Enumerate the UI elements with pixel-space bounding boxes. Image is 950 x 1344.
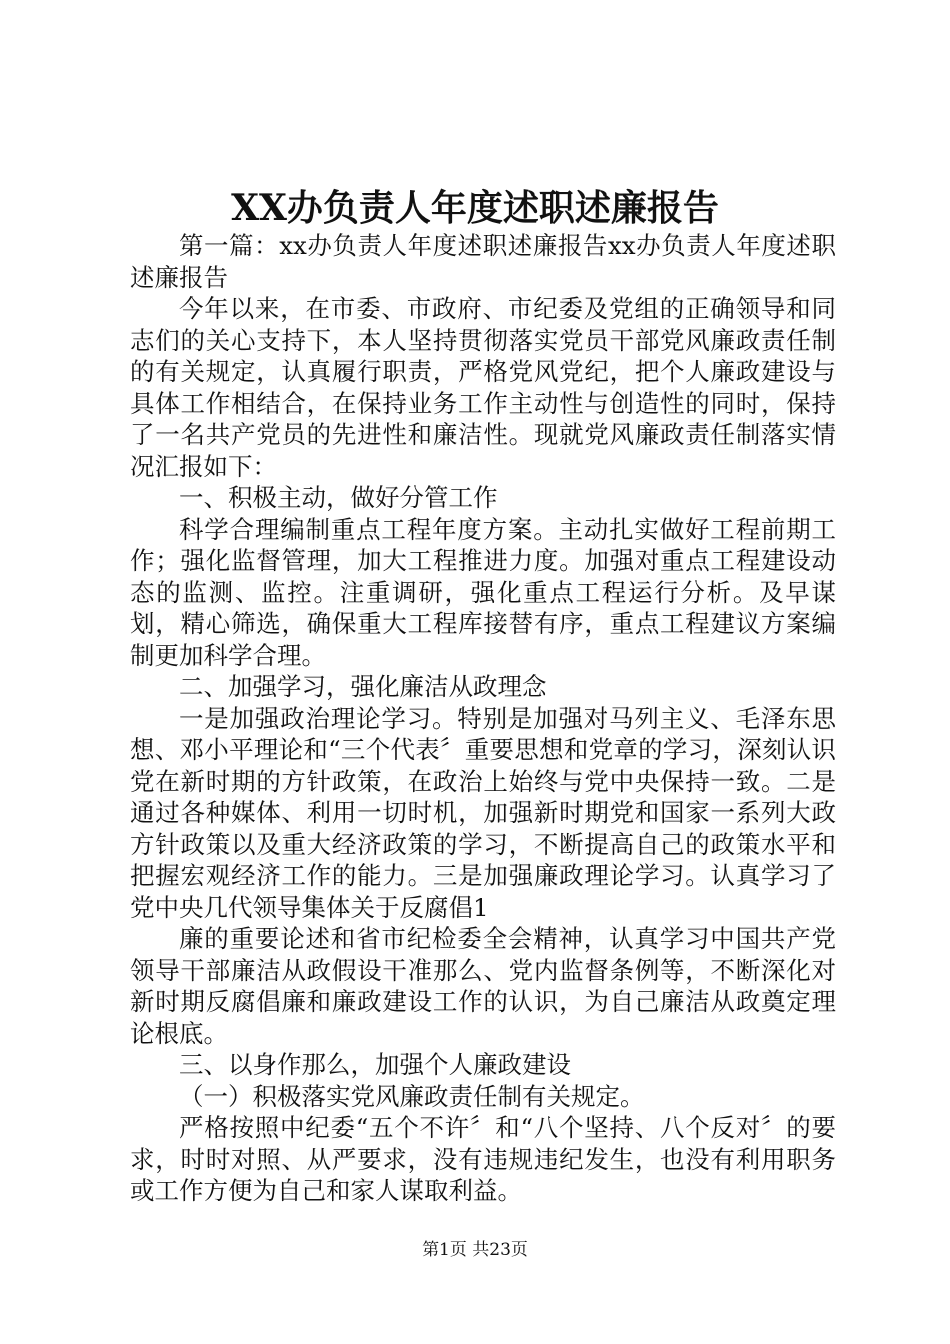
paragraph: 一是加强政治理论学习。特别是加强对马列主义、毛泽东思想、邓小平理论和“三个代表〞重要思想和党章的学习，深刻认识党在新时期的方针政策，在政治上始终与党中央保持一致。二是通过各种媒体、利用一切时机，加强新时期党和国家一系列大政方针政策以及重大经济政策的学习，不断提高自己的政策水平和把握宏观经济工作的能力。三是加强廉政理论学习。认真学习了党中央几代领导集体关于反腐倡1: [130, 703, 836, 922]
paragraph: 今年以来，在市委、市政府、市纪委及党组的正确领导和同志们的关心支持下，本人坚持贯彻落实党员干部党风廉政责任制的有关规定，认真履行职责，严格党风党纪，把个人廉政建设与具体工作相结合，在保持业务工作主动性与创造性的同时，保持了一名共产党员的先进性和廉洁性。现就党风廉政责任制落实情况汇报如下：: [130, 294, 836, 481]
paragraph: 廉的重要论述和省市纪检委全会精神，认真学习中国共产党领导干部廉洁从政假设干准那么、党内监督条例等，不断深化对新时期反腐倡廉和廉政建设工作的认识，为自己廉洁从政奠定理论根底。: [130, 924, 836, 1048]
section-heading: 一、积极主动，做好分管工作: [179, 483, 498, 512]
paragraph: 严格按照中纪委“五个不许〞和“八个坚持、八个反对〞的要求，时时对照、从严要求，没有违规违纪发生，也没有利用职务或工作方便为自己和家人谋取利益。: [130, 1113, 836, 1205]
paragraph: 科学合理编制重点工程年度方案。主动扎实做好工程前期工作；强化监督管理，加大工程推进力度。加强对重点工程建设动态的监测、监控。注重调研，强化重点工程运行分析。及早谋划，精心筛选，确保重大工程库接替有序，重点工程建议方案编制更加科学合理。: [130, 514, 836, 670]
document-body: [130, 230, 836, 1207]
section-heading: 二、加强学习，强化廉洁从政理念: [179, 672, 547, 701]
document-title: XX办负责人年度述职述廉报告: [231, 187, 719, 229]
subsection-heading: （一）积极落实党风廉政责任制有关规定。: [179, 1081, 645, 1111]
page-number: 第1页 共23页: [422, 1240, 528, 1260]
paragraph: 第一篇：xx办负责人年度述职述廉报告xx办负责人年度述职述廉报告: [130, 231, 836, 292]
section-heading: 三、以身作那么，加强个人廉政建设: [179, 1050, 571, 1079]
